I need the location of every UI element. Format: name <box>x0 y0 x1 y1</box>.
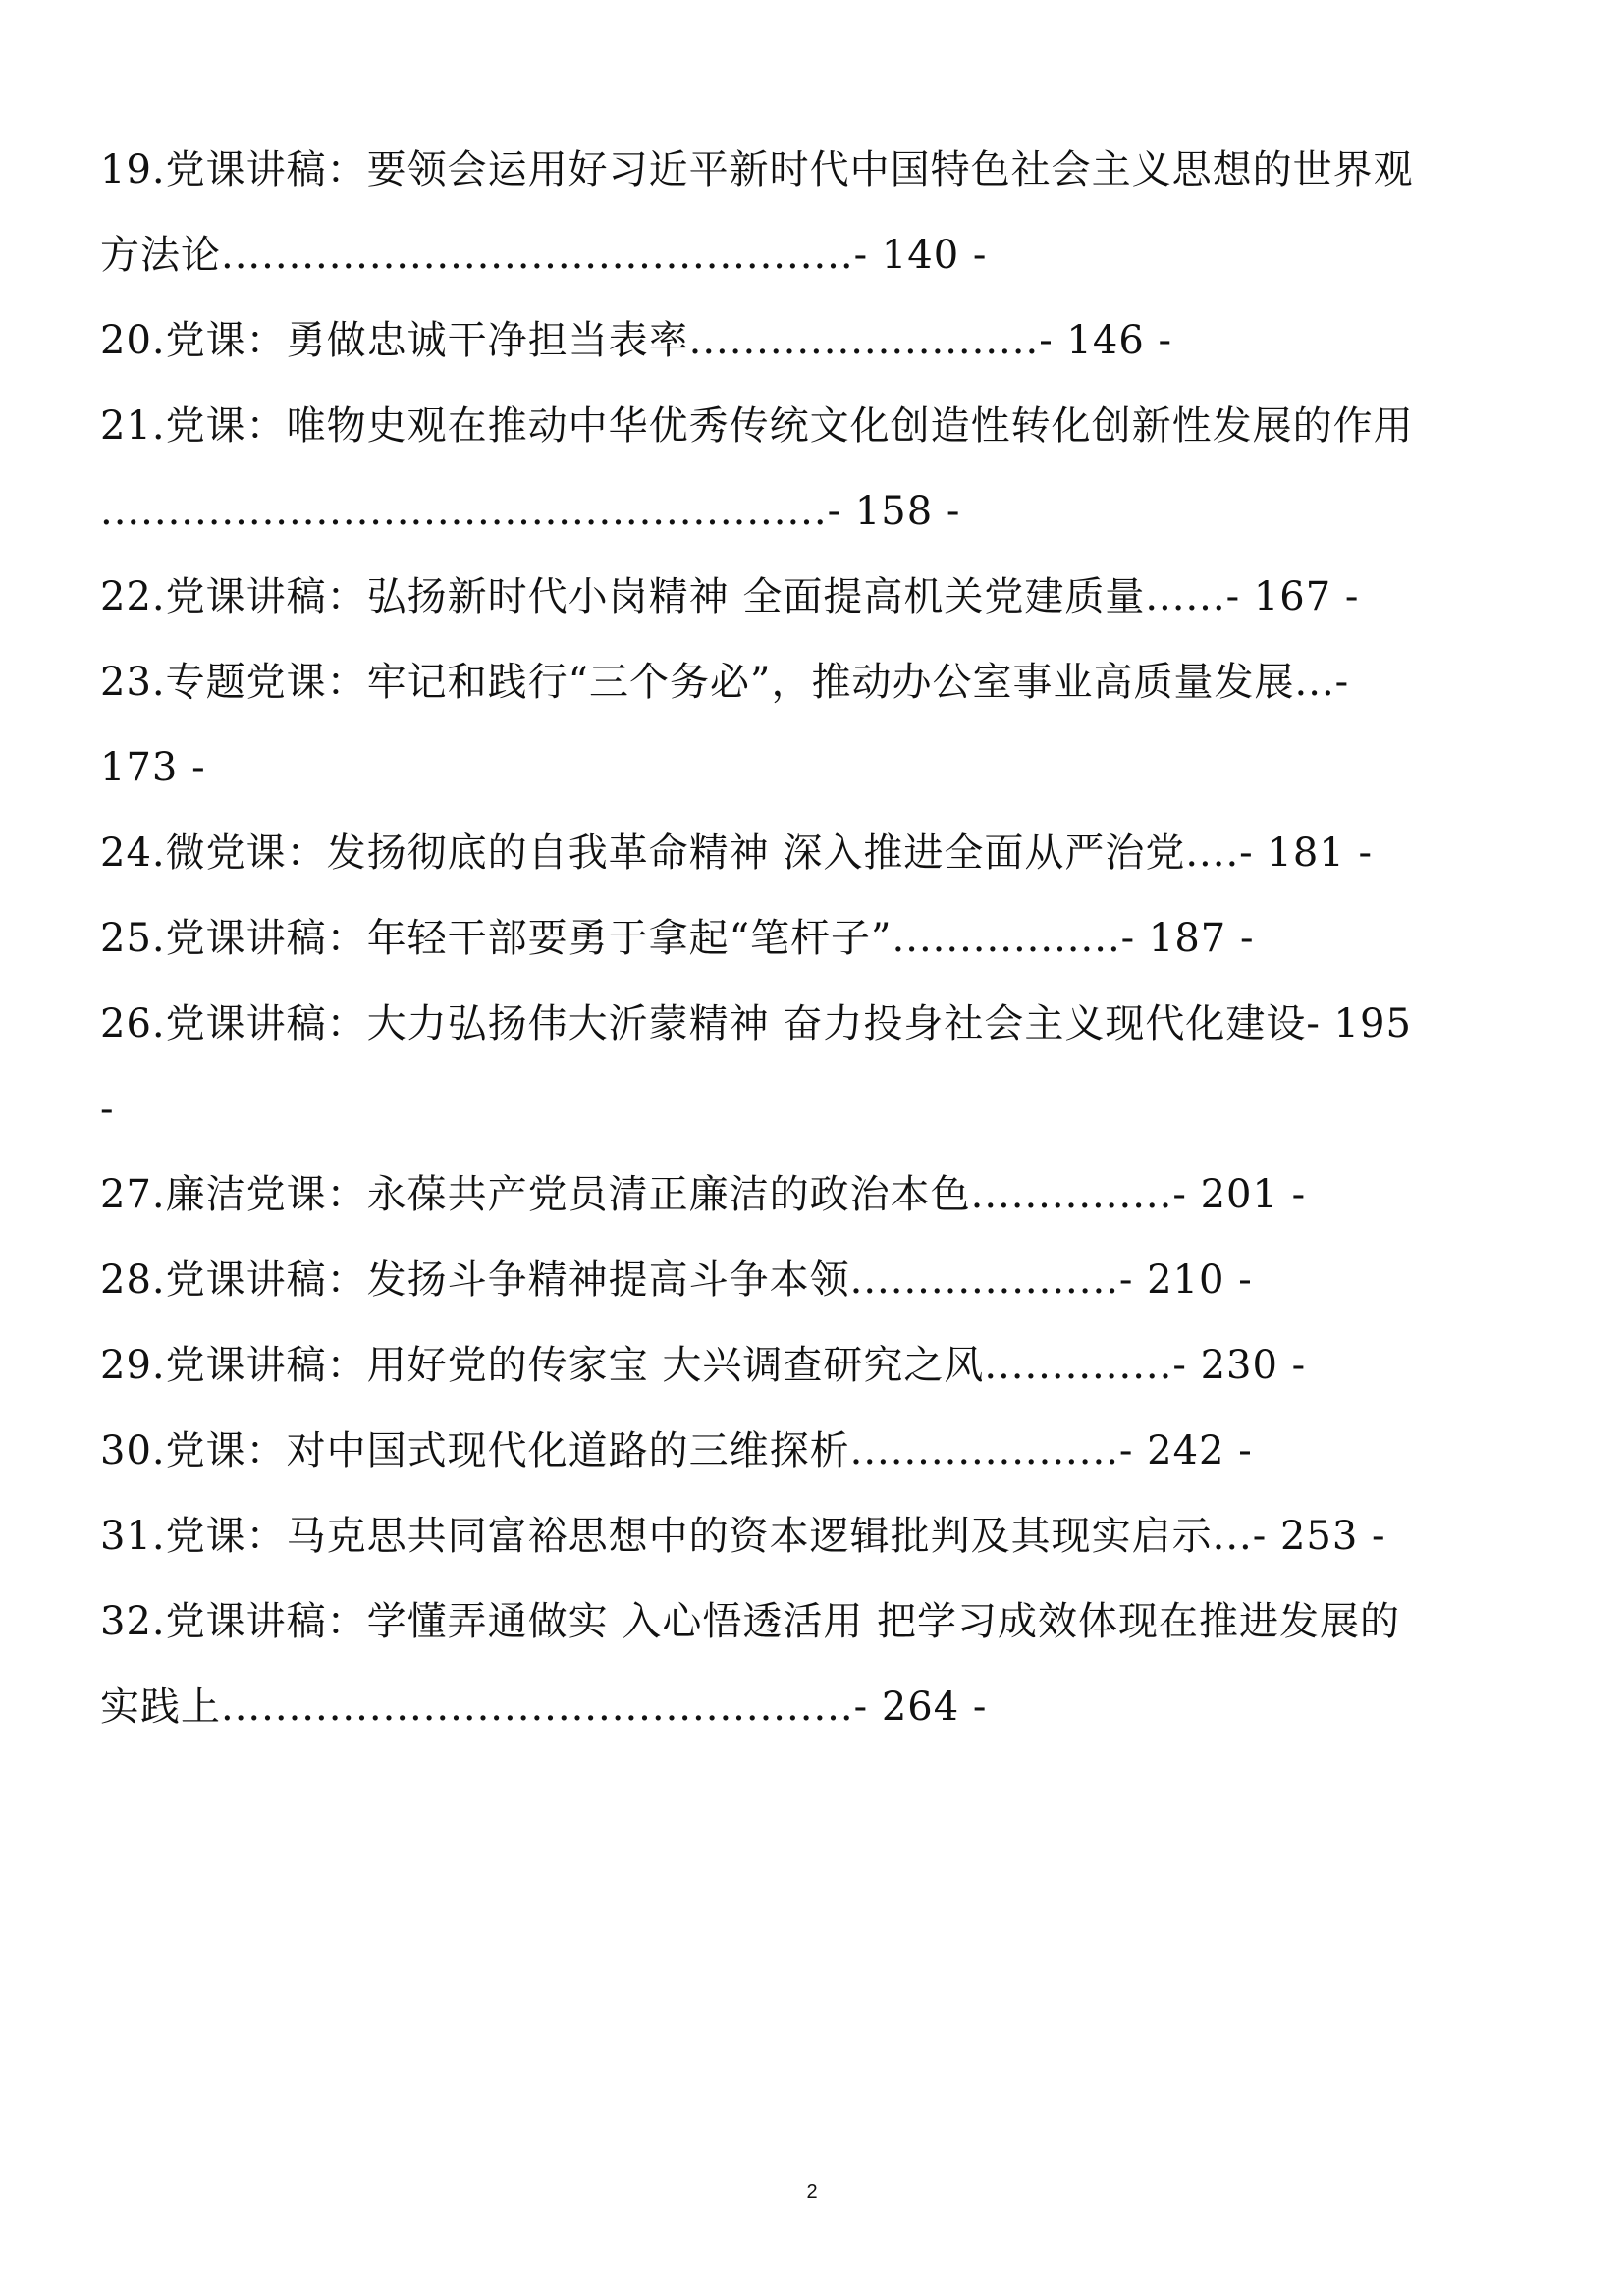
page-number: 2 <box>806 2181 818 2203</box>
toc-line: 28.党课讲稿：发扬斗争精神提高斗争本领....................- 210 - <box>100 1257 1253 1303</box>
toc-line: 27.廉洁党课：永葆共产党员清正廉洁的政治本色...............- 201 - <box>100 1172 1307 1217</box>
toc-line: 22.党课讲稿：弘扬新时代小岗精神 全面提高机关党建质量......- 167 - <box>100 574 1360 619</box>
toc-line: 23.专题党课：牢记和践行“三个务必”，推动办公室事业高质量发展...- <box>100 660 1350 705</box>
table-of-contents <box>100 128 1534 1750</box>
toc-line: 32.党课讲稿：学懂弄通做实 入心悟透活用 把学习成效体现在推进发展的 <box>100 1599 1401 1644</box>
toc-line: 29.党课讲稿：用好党的传家宝 大兴调查研究之风..............- 230 - <box>100 1343 1307 1388</box>
toc-line: - <box>100 1087 115 1132</box>
toc-line: 173 - <box>100 745 206 790</box>
toc-line: 19.党课讲稿：要领会运用好习近平新时代中国特色社会主义思想的世界观 <box>100 147 1414 192</box>
toc-line: 实践上...............................................- 264 - <box>100 1684 988 1730</box>
toc-line: 30.党课：对中国式现代化道路的三维探析....................- 242 - <box>100 1428 1253 1473</box>
toc-line: 21.党课：唯物史观在推动中华优秀传统文化创造性转化创新性发展的作用 <box>100 403 1414 449</box>
toc-line: 24.微党课：发扬彻底的自我革命精神 深入推进全面从严治党....- 181 - <box>100 830 1373 876</box>
toc-line: 20.党课：勇做忠诚干净担当表率..........................- 146 - <box>100 318 1173 363</box>
toc-line: ......................................................- 158 - <box>100 489 961 534</box>
toc-line: 方法论...............................................- 140 - <box>100 233 988 278</box>
toc-line: 25.党课讲稿：年轻干部要勇于拿起“笔杆子”.................- 187 - <box>100 916 1255 961</box>
toc-line: 31.党课：马克思共同富裕思想中的资本逻辑批判及其现实启示...- 253 - <box>100 1514 1386 1559</box>
toc-line: 26.党课讲稿：大力弘扬伟大沂蒙精神 奋力投身社会主义现代化建设- 195 <box>100 1001 1412 1046</box>
